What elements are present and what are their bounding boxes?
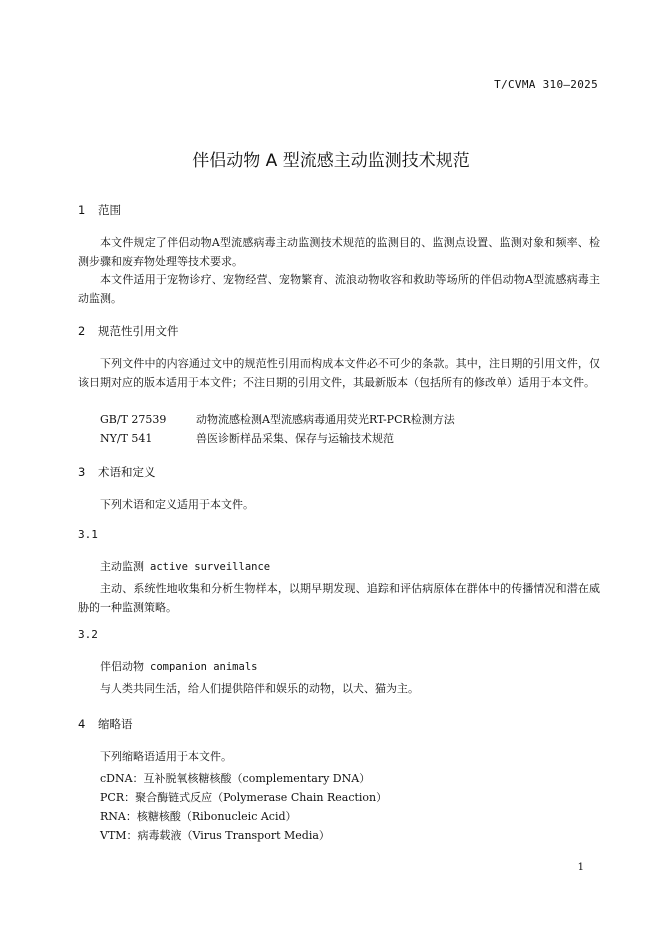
abbreviation-item: VTM：病毒载液（Virus Transport Media） [100,829,330,842]
reference-code: GB/T 27539 [100,413,167,426]
reference-item [100,430,394,446]
abbreviation-item: cDNA：互补脱氧核糖核酸（complementary DNA） [100,772,371,785]
term-definition: 与人类共同生活，给人们提供陪伴和娱乐的动物，以犬、猫为主。 [100,682,419,695]
section-title: 范围 [98,203,121,217]
section-title: 缩略语 [98,717,133,731]
section-heading-terms [78,464,156,480]
section-number: 3 [78,465,86,479]
abbreviations-intro: 下列缩略语适用于本文件。 [100,750,232,763]
reference-code: NY/T 541 [100,432,153,445]
section-heading-normative [78,323,179,339]
standard-code: T/CVMA 310—2025 [494,78,598,91]
document-title: 伴侣动物 A 型流感主动监测技术规范 [192,151,470,171]
term-definition: 主动、系统性地收集和分析生物样本，以期早期发现、追踪和评估病原体在群体中的传播情况和潜在威胁的一种监测策略。 [78,582,600,614]
reference-item [100,411,455,427]
reference-title: 兽医诊断样品采集、保存与运输技术规范 [196,432,394,445]
clause-number: 3.2 [78,628,98,641]
page-number: 1 [577,862,584,873]
term-chinese: 主动监测 [100,560,144,573]
abbreviation-item: RNA：核糖核酸（Ribonucleic Acid） [100,810,297,823]
section-number: 4 [78,717,86,731]
term-english: companion animals [150,661,258,673]
reference-title: 动物流感检测A型流感病毒通用荧光RT-PCR检测方法 [196,413,455,426]
scope-paragraph-1: 本文件规定了伴侣动物A型流感病毒主动监测技术规范的监测目的、监测点设置、监测对象和频率、检测步骤和废弃物处理等技术要求。 [78,236,600,268]
terms-intro: 下列术语和定义适用于本文件。 [100,498,254,511]
clause-number: 3.1 [78,528,98,541]
scope-paragraph-2: 本文件适用于宠物诊疗、宠物经营、宠物繁育、流浪动物收容和救助等场所的伴侣动物A型流感病毒主动监测。 [78,273,600,305]
abbreviation-item: PCR：聚合酶链式反应（Polymerase Chain Reaction） [100,791,388,804]
section-title: 术语和定义 [98,465,156,479]
term-chinese: 伴侣动物 [100,660,144,673]
term-english: active surveillance [150,561,271,573]
section-heading-scope [78,202,121,218]
term-entry [100,658,257,674]
section-number: 1 [78,203,86,217]
term-entry [100,558,270,574]
normative-intro: 下列文件中的内容通过文中的规范性引用而构成本文件必不可少的条款。其中，注日期的引用文件，仅该日期对应的版本适用于本文件；不注日期的引用文件，其最新版本（包括所有的修改单）适用于本文件。 [78,357,600,389]
section-number: 2 [78,324,86,338]
section-heading-abbreviations [78,716,133,732]
section-title: 规范性引用文件 [98,324,179,338]
